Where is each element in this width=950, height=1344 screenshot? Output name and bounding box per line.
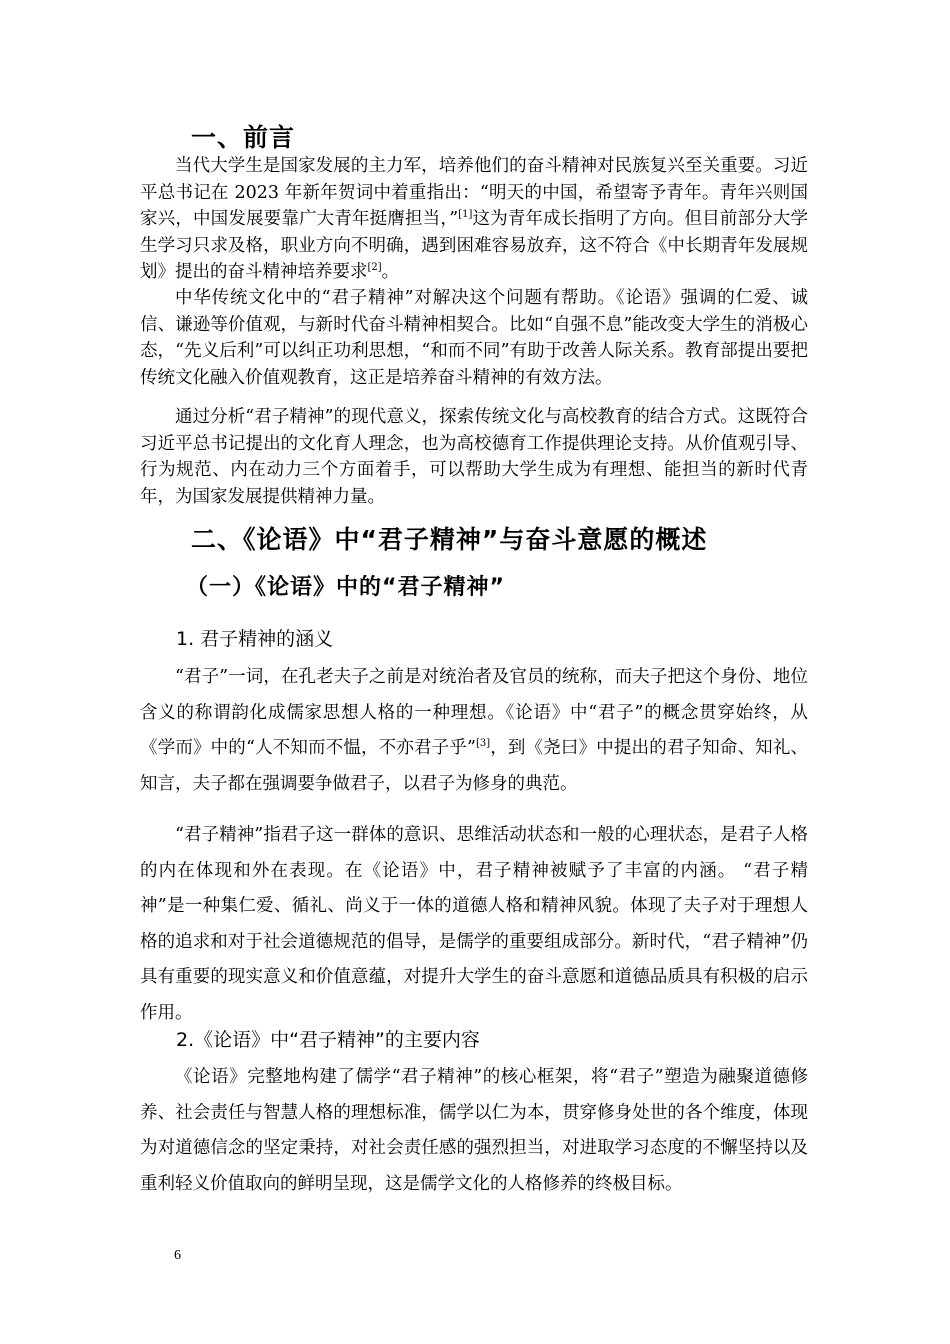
preface-paragraph-2: 中华传统文化中的“君子精神”对解决这个问题有帮助。《论语》强调的仁爱、诚信、谦逊等价值观，与新时代奋斗精神相契合。比如“自强不息”能改变大学生的消极心态，“先义后利”可以纠正功利思想，“和而不同”有助于改善人际关系。教育部提出要把传统文化融入价值观教育，这正是培养奋斗精神的有效方法。 bbox=[140, 288, 808, 388]
citation-2: [2] bbox=[367, 262, 382, 274]
preface-paragraph-1 bbox=[140, 153, 808, 286]
citation-1: [1] bbox=[458, 209, 473, 221]
section-heading-preface: 一、前言 bbox=[191, 123, 296, 152]
section-heading-overview: 二、《论语》中“君子精神”与奋斗意愿的概述 bbox=[191, 525, 708, 554]
meaning-paragraph-2: “君子精神”指君子这一群体的意识、思维活动状态和一般的心理状态，是君子人格的内在体现和外在表现。在《论语》中，君子精神被赋予了丰富的内涵。 “君子精神”是一种集仁爱、循礼、尚义于一体的道德人格和精神风貌。体现了夫子对于理想人格的追求和对于社会道德规范的倡导，是儒学的重要组成部分。新时代，“君子精神”仍具有重要的现实意义和价值意蕴，对提升大学生的奋斗意愿和道德品质具有积极的启示作用。 bbox=[140, 825, 808, 1023]
item-heading-main-content: 2.《论语》中“君子精神”的主要内容 bbox=[176, 1029, 480, 1051]
meaning-paragraph-1-text-a: “君子”一词，在孔老夫子之前是对统治者及官员的统称，而夫子把这个身份、地位含义的称谓韵化成儒家思想人格的一种理想。《论语》中“君子”的概念贯穿始终，从《学而》中的“人不知而不愠，不亦君子乎” bbox=[140, 667, 808, 758]
page-number: 6 bbox=[174, 1248, 181, 1263]
item-heading-meaning: 1. 君子精神的涵义 bbox=[176, 628, 334, 650]
meaning-paragraph-1 bbox=[140, 660, 808, 802]
citation-3: [3] bbox=[475, 738, 491, 750]
preface-paragraph-1-text-a: 当代大学生是国家发展的主力军，培养他们的奋斗精神对民族复兴至关重要。习近平总书记在 2023 年新年贺词中着重指出：“明天的中国，希望寄予青年。青年兴则国家兴，中国发展要靠广大青年挺膺担当，” bbox=[140, 156, 808, 229]
preface-paragraph-1-text-c: 。 bbox=[381, 262, 400, 282]
main-content-paragraph-1: 《论语》完整地构建了儒学“君子精神”的核心框架，将“君子”塑造为融聚道德修养、社会责任与智慧人格的理想标准，儒学以仁为本，贯穿修身处世的各个维度，体现为对道德信念的坚定秉持，对社会责任感的强烈担当，对进取学习态度的不懈坚持以及重利轻义价值取向的鲜明呈现，这是儒学文化的人格修养的终极目标。 bbox=[140, 1067, 808, 1194]
preface-paragraph-3: 通过分析“君子精神”的现代意义，探索传统文化与高校教育的结合方式。这既符合习近平总书记提出的文化育人理念，也为高校德育工作提供理论支持。从价值观引导、行为规范、内在动力三个方面着手，可以帮助大学生成为有理想、能担当的新时代青年，为国家发展提供精神力量。 bbox=[140, 407, 808, 507]
subsection-heading-junzi-spirit: （一）《论语》中的“君子精神” bbox=[186, 575, 505, 600]
meaning-paragraph-1-text-b: ，到《尧曰》中提出的君子知命、知礼、知言，夫子都在强调要争做君子，以君子为修身的典范。 bbox=[140, 738, 808, 794]
preface-paragraph-1-text-b: 这为青年成长指明了方向。但目前部分大学生学习只求及格，职业方向不明确，遇到困难容易放弃，这不符合《中长期青年发展规划》提出的奋斗精神培养要求 bbox=[140, 209, 809, 282]
